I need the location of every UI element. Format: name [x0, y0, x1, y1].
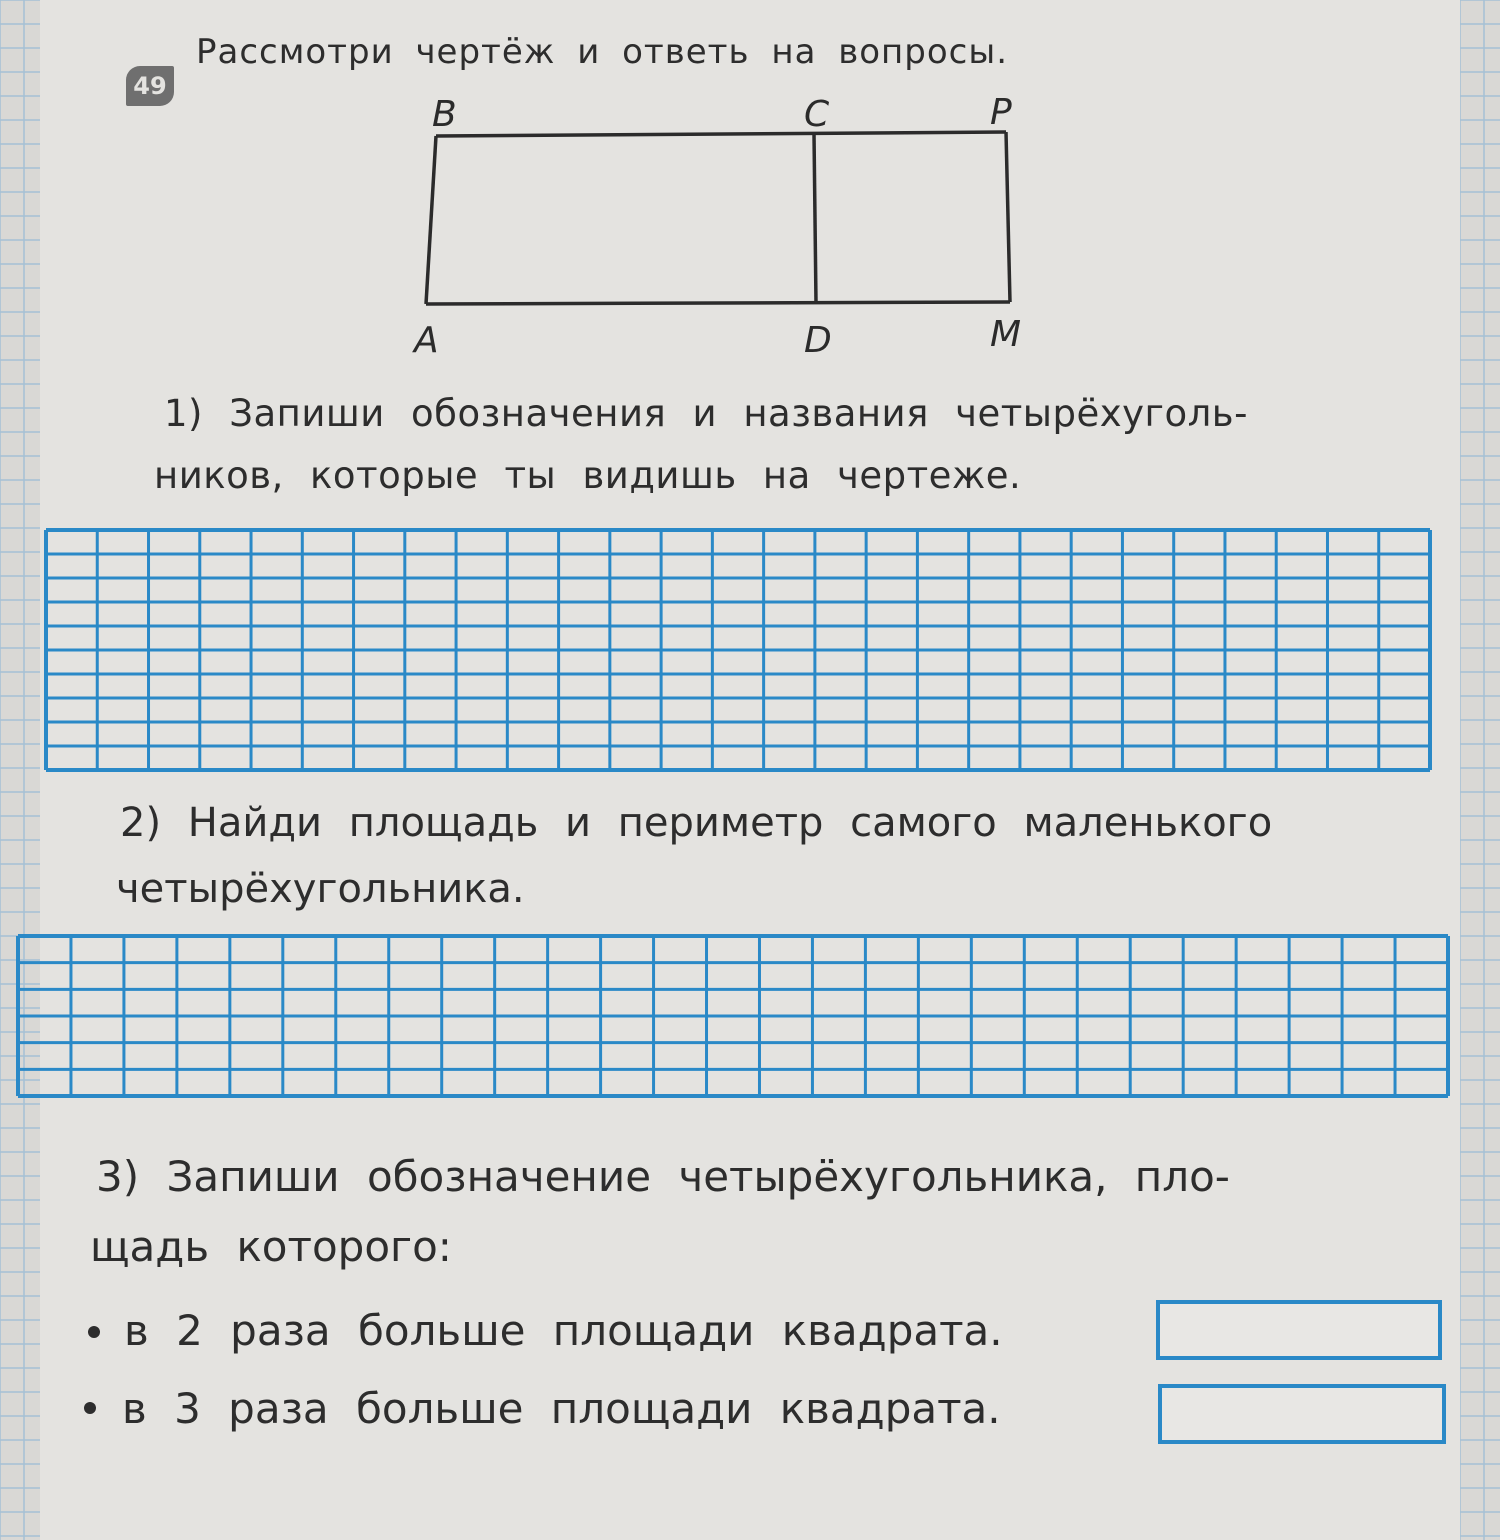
vertex-b-label: B — [432, 94, 457, 135]
answer-grid-2[interactable] — [14, 930, 1464, 1102]
vertex-c-label: C — [804, 94, 830, 135]
vertex-p-label: P — [990, 92, 1012, 133]
question-3-bullet-2: в 3 раза больше площади квадрата. — [122, 1384, 1001, 1433]
bullet-2 — [84, 1402, 96, 1414]
question-2-line-1: 2) Найди площадь и периметр самого маленького — [120, 800, 1273, 846]
side-am — [426, 302, 1010, 304]
rectangles-figure — [426, 132, 1010, 304]
question-1-line-2: ников, которые ты видишь на чертеже. — [154, 454, 1022, 497]
answer-grid-1[interactable] — [40, 500, 1440, 780]
question-1-line-1: 1) Запиши обозначения и названия четырёхуголь- — [164, 392, 1248, 435]
side-ab — [426, 136, 436, 304]
side-cd — [814, 134, 816, 303]
question-2-line-2: четырёхугольника. — [116, 866, 525, 912]
bullet-1 — [88, 1326, 100, 1338]
rectangle-drawing — [400, 90, 1060, 370]
question-3-line-2: щадь которого: — [90, 1222, 452, 1271]
vertex-d-label: D — [804, 320, 832, 361]
question-3-bullet-1: в 2 раза больше площади квадрата. — [124, 1306, 1003, 1355]
answer-box-2[interactable] — [1158, 1384, 1446, 1444]
side-bp — [436, 132, 1006, 136]
vertex-m-label: M — [990, 314, 1022, 355]
answer-box-1[interactable] — [1156, 1300, 1442, 1360]
side-pm — [1006, 132, 1010, 302]
vertex-a-label: A — [414, 320, 439, 361]
task-title: Рассмотри чертёж и ответь на вопросы. — [196, 32, 1009, 72]
task-number-badge: 49 — [126, 66, 174, 106]
question-3-line-1: 3) Запиши обозначение четырёхугольника, пло- — [96, 1152, 1230, 1201]
